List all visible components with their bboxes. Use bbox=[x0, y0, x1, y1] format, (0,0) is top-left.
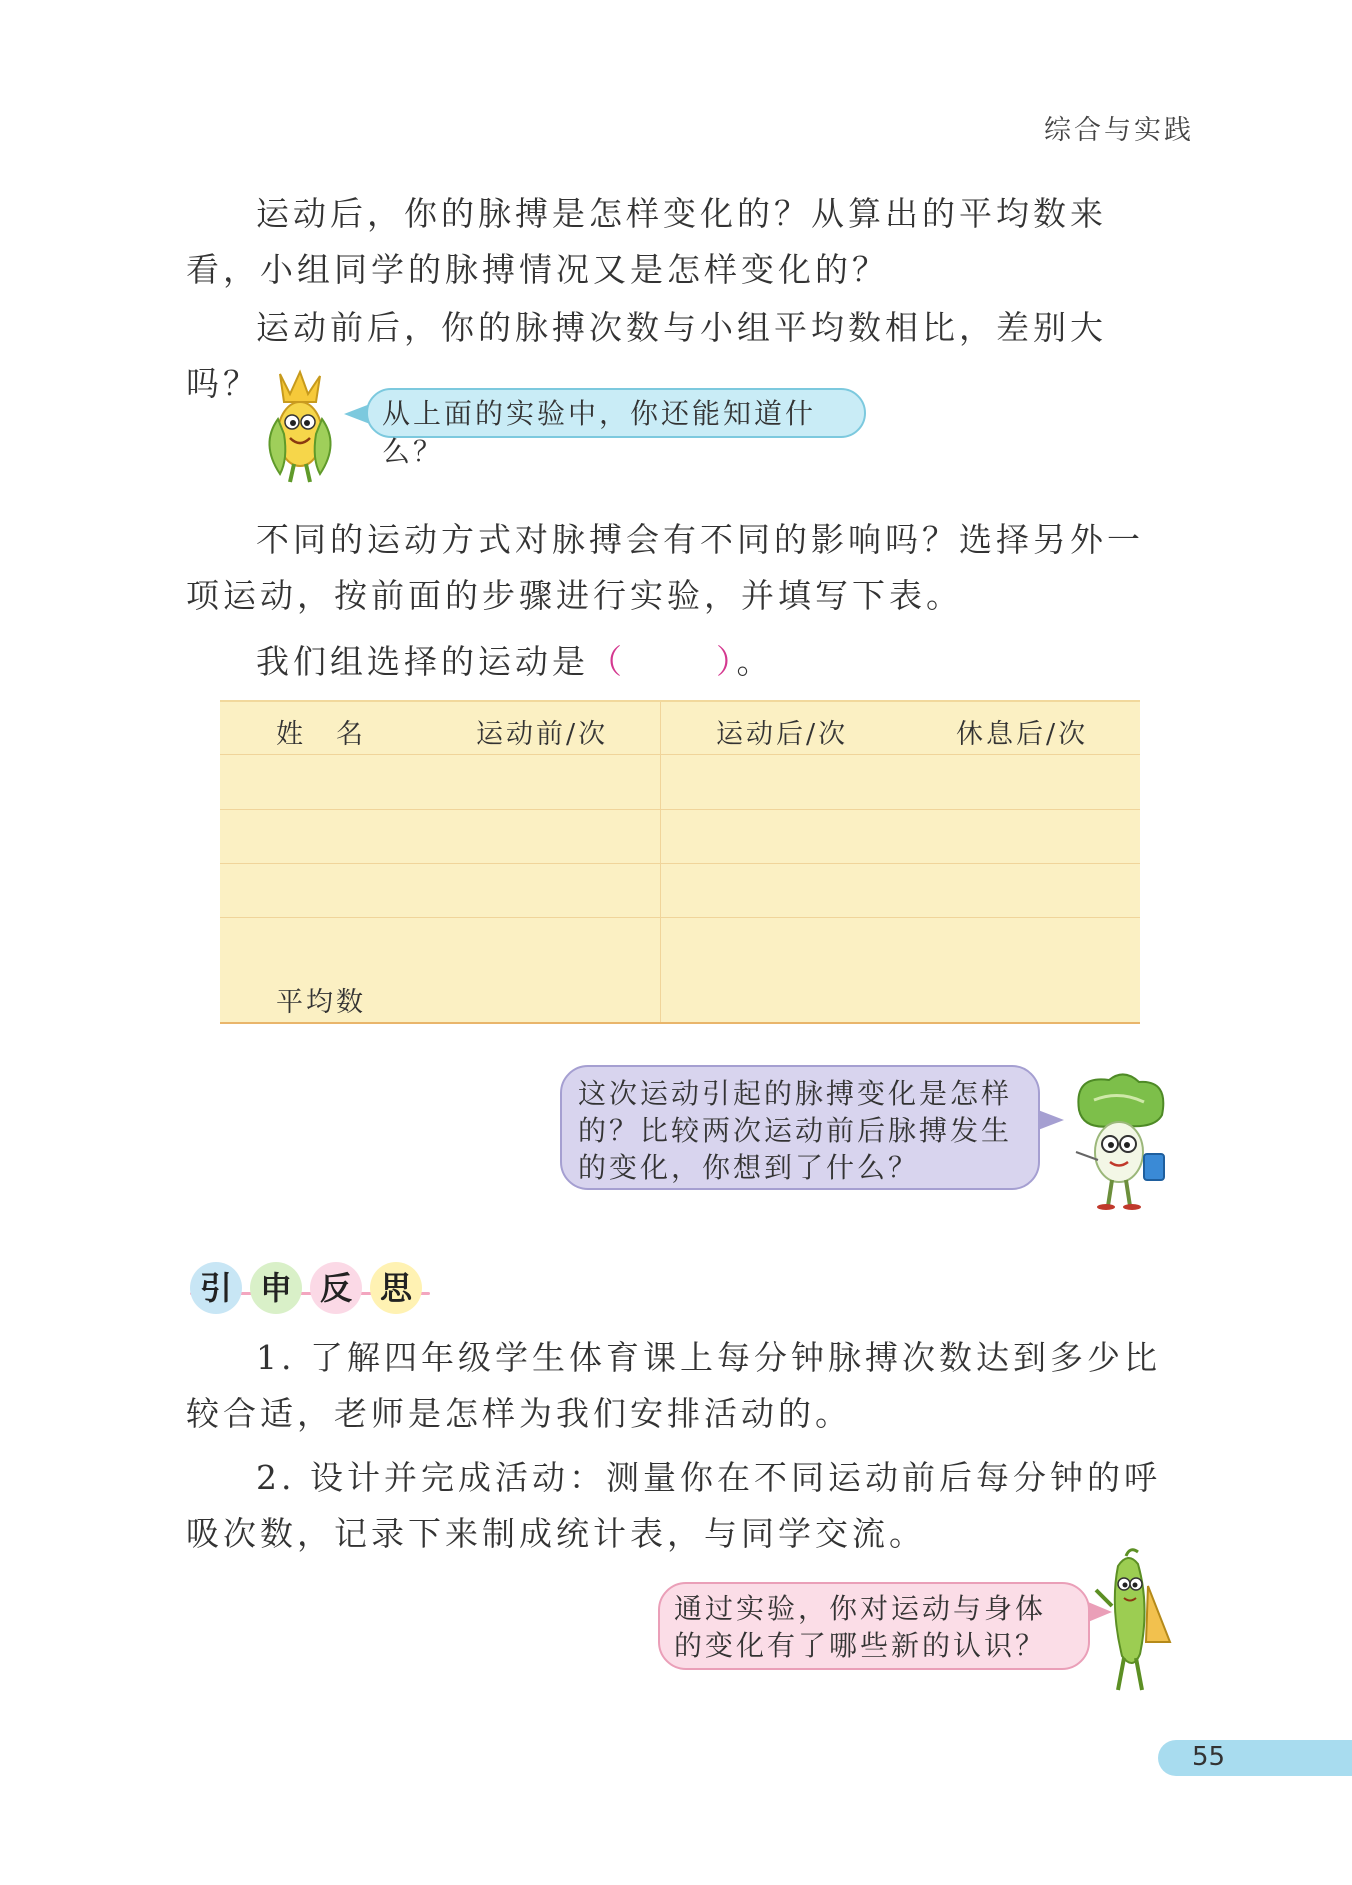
table-row-line bbox=[220, 917, 1140, 918]
table-divider bbox=[660, 702, 661, 1022]
section-header: 综合与实践 bbox=[1044, 115, 1194, 146]
table-row-line bbox=[220, 863, 1140, 864]
choice-suffix: 。 bbox=[736, 642, 774, 681]
header-name: 姓 名 bbox=[276, 719, 366, 750]
paragraph-pulse-change: 运动后，你的脉搏是怎样变化的？从算出的平均数来看，小组同学的脉搏情况又是怎样变化的？ bbox=[186, 194, 1107, 289]
corn-speech-bubble: 从上面的实验中，你还能知道什么？ bbox=[366, 388, 866, 438]
average-label: 平均数 bbox=[276, 987, 366, 1018]
bean-character-icon bbox=[1088, 1546, 1178, 1696]
cabbage-speech-bubble: 这次运动引起的脉搏变化是怎样的？比较两次运动前后脉搏发生的变化，你想到了什么？ bbox=[560, 1065, 1040, 1190]
reflection-title bbox=[190, 1262, 430, 1318]
page-number: 55 bbox=[1192, 1742, 1226, 1772]
corn-character-icon bbox=[250, 364, 350, 484]
header-rest: 休息后/次 bbox=[956, 719, 1089, 750]
table-row-line bbox=[220, 809, 1140, 810]
choice-prefix: 我们组选择的运动是 bbox=[256, 642, 589, 681]
paren-close: ） bbox=[716, 642, 737, 681]
paragraph-different-exercise: 不同的运动方式对脉搏会有不同的影响吗？选择另外一项运动，按前面的步骤进行实验，并填写下表。 bbox=[186, 520, 1144, 615]
paren-open: （ bbox=[589, 642, 626, 681]
paragraph-compare-average: 运动前后，你的脉搏次数与小组平均数相比，差别大吗？ bbox=[186, 308, 1107, 403]
title-char-1: 引 bbox=[190, 1262, 242, 1314]
exercise-choice-line bbox=[186, 634, 1176, 690]
bubble-tail bbox=[1038, 1110, 1064, 1130]
page-number-tab bbox=[1158, 1740, 1352, 1776]
reflection-item-2: 2. 设计并完成活动：测量你在不同运动前后每分钟的呼吸次数，记录下来制成统计表，与同学交流。 bbox=[186, 1458, 1161, 1553]
bean-speech-bubble: 通过实验，你对运动与身体的变化有了哪些新的认识？ bbox=[658, 1582, 1090, 1670]
pulse-record-table bbox=[220, 700, 1140, 1024]
title-char-2: 申 bbox=[250, 1262, 302, 1314]
header-after: 运动后/次 bbox=[716, 719, 849, 750]
cabbage-character-icon bbox=[1064, 1070, 1174, 1210]
header-before: 运动前/次 bbox=[476, 719, 609, 750]
title-char-4: 思 bbox=[370, 1262, 422, 1314]
table-row-line bbox=[220, 754, 1140, 755]
title-char-3: 反 bbox=[310, 1262, 362, 1314]
reflection-item-1: 1. 了解四年级学生体育课上每分钟脉搏次数达到多少比较合适，老师是怎样为我们安排活动的。 bbox=[186, 1338, 1161, 1433]
